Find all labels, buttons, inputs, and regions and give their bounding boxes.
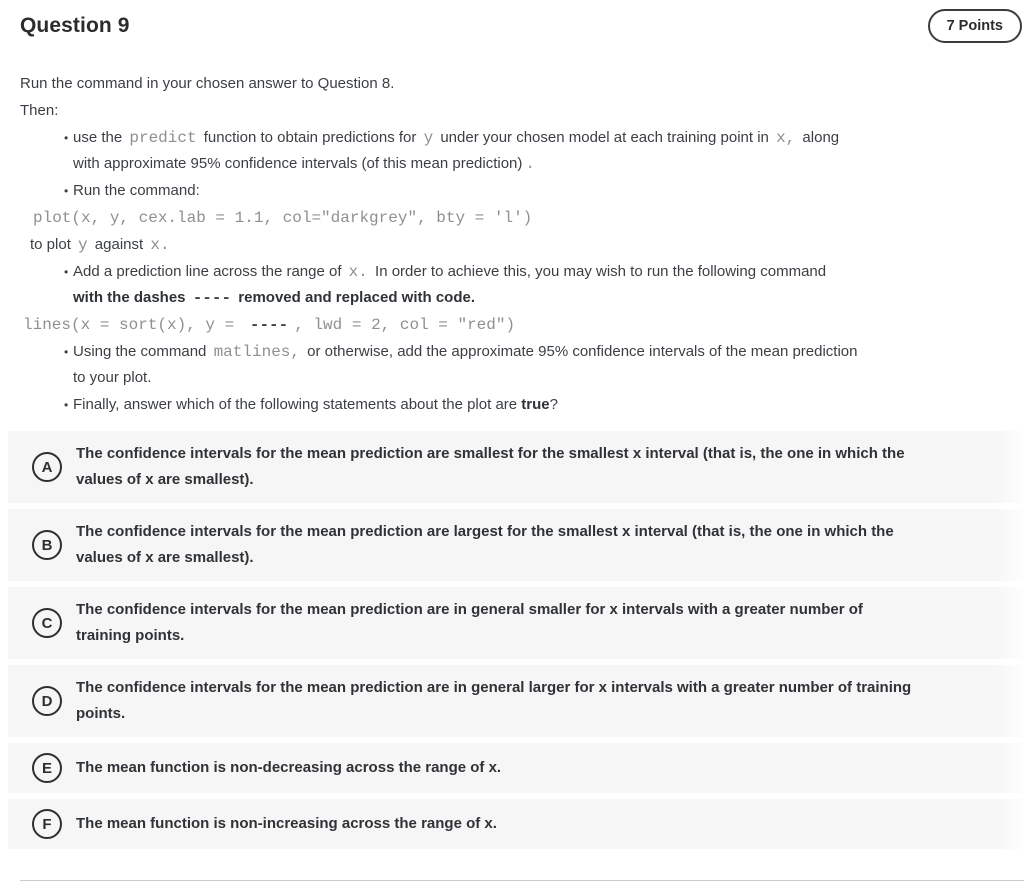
option-letter-badge: A — [32, 452, 62, 482]
question-body — [0, 38, 1024, 418]
bullet-item: • Finally, answer which of the following statements about the plot are true? — [20, 392, 1004, 418]
points-badge-label: 7 Points — [946, 18, 1003, 34]
option-C[interactable] — [8, 587, 1024, 659]
option-B[interactable] — [8, 509, 1024, 581]
option-E[interactable] — [8, 743, 1024, 793]
question-title: Question 9 — [20, 14, 130, 37]
bullet-item: • use the predict function to obtain predictions for y under your chosen model at each training point in x, along with approximate 95% confidence intervals (of this mean prediction) . — [20, 125, 1004, 177]
bullet-item: • Using the command matlines, or otherwise, add the approximate 95% confidence intervals of the mean prediction to your plot. — [20, 339, 1004, 391]
option-text: The confidence intervals for the mean prediction are in general larger for x intervals with a greater number of training points. — [76, 679, 912, 722]
bullet-icon: • — [64, 398, 69, 412]
option-A[interactable] — [8, 431, 1024, 503]
option-letter-badge: D — [32, 686, 62, 716]
question-header — [0, 0, 1024, 38]
option-D[interactable] — [8, 665, 1024, 737]
options-list — [8, 431, 1024, 849]
bottom-divider — [20, 880, 1024, 881]
code-block: lines(x = sort(x), y = ---- , lwd = 2, col = "red") — [23, 316, 516, 334]
paragraph: to plot y against x. — [30, 236, 170, 254]
option-letter-badge: B — [32, 530, 62, 560]
option-letter-badge: C — [32, 608, 62, 638]
points-badge — [928, 9, 1022, 43]
bullet-icon: • — [64, 265, 69, 279]
option-text: The mean function is non-increasing across the range of x. — [76, 815, 497, 832]
bullet-item: • Run the command: — [20, 178, 1004, 204]
option-F[interactable] — [8, 799, 1024, 849]
option-text: The mean function is non-decreasing across the range of x. — [76, 759, 502, 776]
paragraph: Then: — [20, 102, 59, 119]
bullet-item: • Add a prediction line across the range of x. In order to achieve this, you may wish to run the following command with the dashes ---- removed and replaced with code. — [20, 259, 1004, 311]
option-text: The confidence intervals for the mean prediction are in general smaller for x intervals with a greater number of training points. — [76, 601, 863, 644]
option-letter-badge: E — [32, 753, 62, 783]
bullet-icon: • — [64, 345, 69, 359]
bullet-icon: • — [64, 131, 69, 145]
option-text: The confidence intervals for the mean prediction are largest for the smallest x interval (that is, the one in which the values of x are smallest). — [76, 523, 894, 566]
code-block: plot(x, y, cex.lab = 1.1, col="darkgrey", bty = 'l') — [33, 209, 533, 227]
bullet-icon: • — [64, 184, 69, 198]
paragraph: Run the command in your chosen answer to Question 8. — [20, 75, 395, 92]
option-text: The confidence intervals for the mean prediction are smallest for the smallest x interval (that is, the one in which the values of x are smallest). — [76, 445, 905, 488]
option-letter-badge: F — [32, 809, 62, 839]
